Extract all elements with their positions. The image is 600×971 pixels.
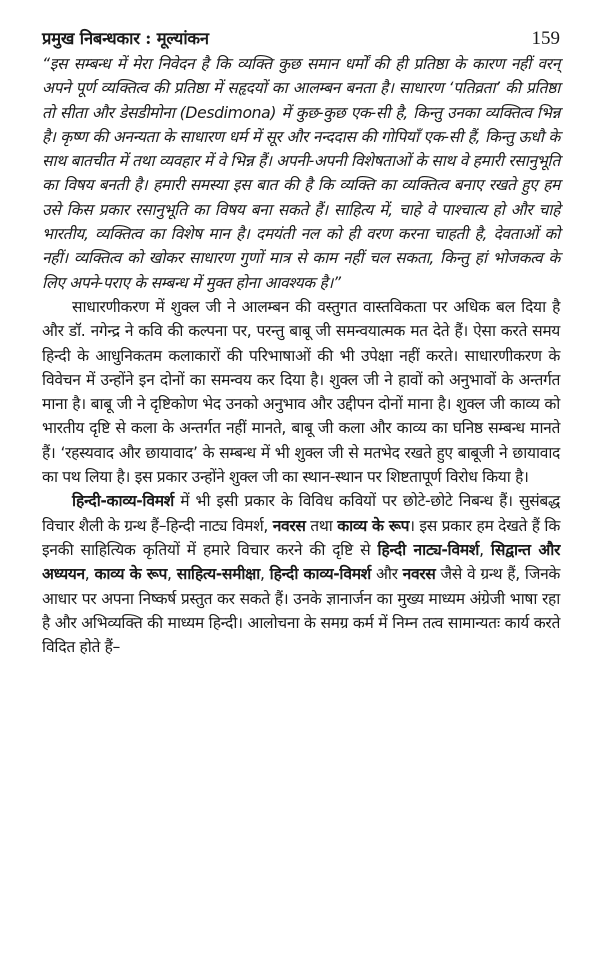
body-paragraph-sadharanikaran: साधारणीकरण में शुक्ल जी ने आलम्बन की वस्तुगत वास्तविकता पर अधिक बल दिया है और डॉ. नगेन्द्र ने कवि की कल्पना पर, परन्तु बाबू जी समन्वयात्मक मत देते हैं। ऐसा करते समय हिन्दी के आधुनिकतम कलाकारों की परिभाषाओं की भी उपेक्षा नहीं करते। साधारणीकरण के विवेचन में उन्होंने इन दोनों का समन्वय कर दिया है। शुक्ल जी ने हावों को अनुभावों के अन्तर्गत माना है। बाबू जी ने दृष्टिकोण भेद उनको अनुभाव और उद्दीपन दोनों माना है। शुक्ल जी काव्य को भारतीय दृष्टि से कला के अन्तर्गत नहीं मानते, बाबू जी कला और काव्य का घनिष्ठ सम्बन्ध मानते हैं। ‘रहस्यवाद और छायावाद’ के सम्बन्ध में भी शुक्ल जी से मतभेद रखते हुए बाबूजी ने छायावाद का पथ लिया है। इस प्रकार उन्होंने शुक्ल जी का स्थान-स्थान पर शिष्टतापूर्ण विरोध किया है। [42,297,560,487]
text-run: और [370,565,403,584]
text-run: , [167,565,177,584]
book-title: हिन्दी नाट्य-विमर्श [377,540,480,559]
book-title: नवरस [402,565,436,584]
text-run: तथा [305,516,338,535]
text-run: , [479,540,491,559]
book-title: हिन्दी काव्य-विमर्श [269,565,371,584]
book-title: हिन्दी-काव्य-विमर्श [72,492,174,511]
text-run: , [259,565,270,584]
page-number: 159 [531,28,560,49]
page-header [42,26,560,52]
book-title: काव्य के रूप [94,565,168,584]
quoted-paragraph: “इस सम्बन्ध में मेरा निवेदन है कि व्यक्ति कुछ समान धर्मों की ही प्रतिष्ठा के कारण नहीं वरन् अपने पूर्ण व्यक्तित्व की प्रतिष्ठा में सहृदयों का आलम्बन बनता है। साधारण ‘पतिव्रता’ की प्रतिष्ठा तो सीता और डेसडीमोना (Desdimona) में कुछ-कुछ एक-सी है, किन्तु उनका व्यक्तित्व भिन्न है। कृष्ण की अनन्यता के साधारण धर्म में सूर और नन्ददास की गोपियाँ एक-सी हैं, किन्तु ऊधौ के साथ बातचीत में तथा व्यवहार में वे भिन्न हैं। अपनी-अपनी विशेषताओं के साथ वे हमारी रसानुभूति का विषय बनती है। हमारी समस्या इस बात की है कि व्यक्ति का व्यक्तित्व बनाए रखते हुए हम उसे किस प्रकार रसानुभूति का विषय बना सकते हैं। साहित्य में, चाहे वे पाश्चात्य हो और चाहे भारतीय, व्यक्तित्व का विशेष मान है। दमयंती नल को ही वरण करना चाहती है, देवताओं को नहीं। व्यक्तित्व को खोकर साधारण गुणों मात्र से काम नहीं चल सकता, किन्तु हां भोजकत्व के लिए अपने-पराए के सम्बन्ध में मुक्त होना आवश्यक है।” [42,55,560,292]
book-page [42,26,560,659]
book-title: साहित्य-समीक्षा [176,565,260,584]
book-title: काव्य के रूप [337,516,410,535]
running-title: प्रमुख निबन्धकार : मूल्यांकन [42,29,209,48]
text-run: में भी इसी प्रकार के विविध कवियों पर छोटे-छोटे निबन्ध हैं। सुसंबद्ध विचार शैली के ग्रन्थ हैं–हिन्दी नाट्य विमर्श, [42,492,560,535]
book-title: सिद्वान्त और अध्ययन [42,540,560,584]
text-run: जैसे वे ग्रन्थ हैं, जिनके आधार पर अपना निष्कर्ष प्रस्तुत कर सकते हैं। उनके ज्ञानार्जन का मुख्य माध्यम अंग्रेजी भाषा रहा है और अभिव्यक्ति की माध्यम हिन्दी। आलोचना के समग्र कर्म में निम्न तत्व सामान्यतः कार्य करते विदित होते हैं– [42,565,561,657]
book-title: नवरस [272,516,306,535]
body-paragraph-works [42,489,560,659]
text-run: , [84,565,95,584]
text-run: । इस प्रकार हम देखते हैं कि इनकी साहित्यिक कृतियों में हमारे विचार करने की दृष्टि से [42,516,561,559]
